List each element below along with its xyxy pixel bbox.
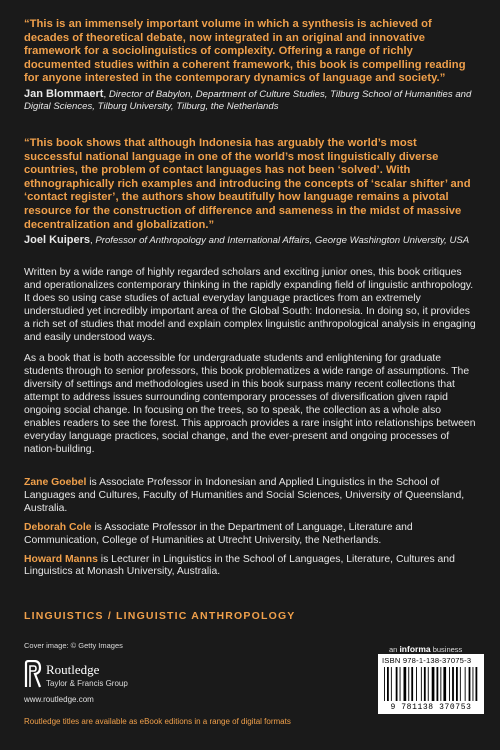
description-paragraph: As a book that is both accessible for undergraduate students and enlightening for graduate students through to senior professors, this book problematizes a wide range of assumptions. The diversity of settings and methodologies used in this book surpass many recent collections that attempt to address issues surrounding contemporary processes of diversification given rapid ongoing social change. In focusing on the trees, so to speak, the collection as a whole also enables readers to see the forest. This approach provides a rare insight into relationships between everyday language practices, social change, and the ever-present and ongoing processes of nation-building.: [24, 353, 476, 455]
barcode-bar: [449, 667, 450, 701]
barcode-bar: [443, 667, 446, 701]
barcode-bar: [384, 667, 385, 701]
barcode-bar: [400, 667, 401, 701]
reviewer-role: Professor of Anthropology and International Affairs, George Washington University, USA: [95, 235, 470, 247]
editor-bio: [24, 477, 476, 516]
barcode-bar: [432, 667, 435, 701]
barcode-bar: [391, 667, 392, 701]
cover-credit: Cover image: © Getty Images: [24, 641, 123, 650]
barcode-bar: [452, 667, 454, 701]
subject-category: LINGUISTICS / LINGUISTIC ANTHROPOLOGY: [24, 610, 296, 622]
barcode-bar: [437, 667, 439, 701]
barcode-bar: [408, 667, 409, 701]
reviewer-role: Director of Babylon, Department of Culture Studies, Tilburg School of Humanities and Digital Sciences, Tilburg University, Tilburg, the Netherlands: [24, 88, 472, 112]
review-attribution: [24, 235, 476, 247]
barcode-bar: [424, 667, 426, 701]
barcode-bar: [387, 667, 389, 701]
review-2: [24, 137, 476, 247]
barcode-bar: [476, 667, 478, 701]
editor-bio-text: is Associate Professor in the Department of Language, Literature and Communication, College of Humanities at Utrecht University, the Netherlands.: [24, 521, 413, 546]
barcode-bar: [411, 667, 413, 701]
barcode-bar: [428, 667, 429, 701]
description-paragraph: Written by a wide range of highly regarded scholars and exciting junior ones, this book critiques and operationalizes contemporary thinking in the rapidly expanding field of linguistic anthropology. It does so using case studies of actual everyday language practices from an extremely understudied yet incredibly important area of the Global South: Indonesia. In doing so, it provides a rich set of studies that model and explain complex linguistic anthropological analysis in engaging and easily understood ways.: [24, 267, 476, 343]
barcode-number: 9 781138 370753: [390, 703, 472, 712]
barcode-bar: [460, 667, 461, 701]
reviewer-name: Joel Kuipers: [24, 234, 91, 247]
barcode-bar: [456, 667, 458, 701]
editor-name: Zane Goebel: [24, 477, 87, 488]
publisher-logo: [24, 660, 184, 700]
barcode-bar: [421, 667, 422, 701]
barcode-bar: [416, 667, 417, 701]
barcode-bar: [396, 667, 398, 701]
isbn-text: ISBN 978-1-138-37075-3: [382, 656, 472, 665]
editor-name: Deborah Cole: [24, 521, 92, 533]
informa-prefix: an: [389, 645, 398, 654]
publisher-url[interactable]: www.routledge.com: [24, 695, 94, 704]
publisher-name: Routledge: [46, 662, 100, 677]
publisher-group: Taylor & Francis Group: [46, 679, 128, 688]
editor-bio-text: is Associate Professor in Indonesian and Applied Linguistics in the School of Languages and Cultures, Faculty of Humanities and Social Sciences, University of Queensland, Australia.: [24, 477, 465, 514]
informa-business-mark: [389, 644, 462, 654]
barcode-bar: [465, 667, 466, 701]
editor-name: Howard Manns: [24, 553, 98, 565]
barcode-image: [382, 667, 480, 701]
informa-suffix: business: [432, 645, 463, 654]
reviewer-name: Jan Blommaert: [24, 87, 104, 100]
review-quote: “This book shows that although Indonesia has arguably the world’s most successful national language in one of the world’s most linguistically diverse countries, the problem of contact languages has not been ‘solved’. With ethnographically rich examples and introducing the concepts of ‘scalar shifter’ and ‘contact register’, the authors show beautifully how language remains a pivotal resource for the construction of difference and sameness in the midst of massive decentralization and globalization.”: [24, 137, 471, 231]
routledge-r-icon: [24, 660, 42, 688]
informa-name: informa: [399, 644, 431, 654]
review-quote: “This is an immensely important volume in which a synthesis is achieved of decades of theoretical debate, now integrated in an original and innovative framework for a sociolinguistics of complexity. Offering a range of richly documented studies within a coherent framework, this book is compelling reading for anyone interested in the contemporary dynamics of language and society.”: [24, 18, 466, 85]
editor-bios: [24, 477, 476, 579]
editor-bio: [24, 554, 476, 580]
editor-bio: [24, 522, 476, 548]
reviewer-separator: ,: [90, 235, 96, 247]
reviewer-separator: ,: [103, 88, 109, 100]
barcode-bar: [469, 667, 471, 701]
barcode-panel: [378, 654, 484, 714]
description: [24, 267, 476, 457]
barcode-bar: [404, 667, 407, 701]
editor-bio-text: is Lecturer in Linguistics in the School of Languages, Literature, Cultures and Linguistics at Monash University, Australia.: [24, 553, 455, 578]
barcode-bar: [440, 667, 441, 701]
ebook-note: Routledge titles are available as eBook editions in a range of digital formats: [24, 717, 291, 726]
review-1: [24, 18, 476, 112]
barcode-bar: [473, 667, 474, 701]
review-attribution: [24, 89, 476, 112]
